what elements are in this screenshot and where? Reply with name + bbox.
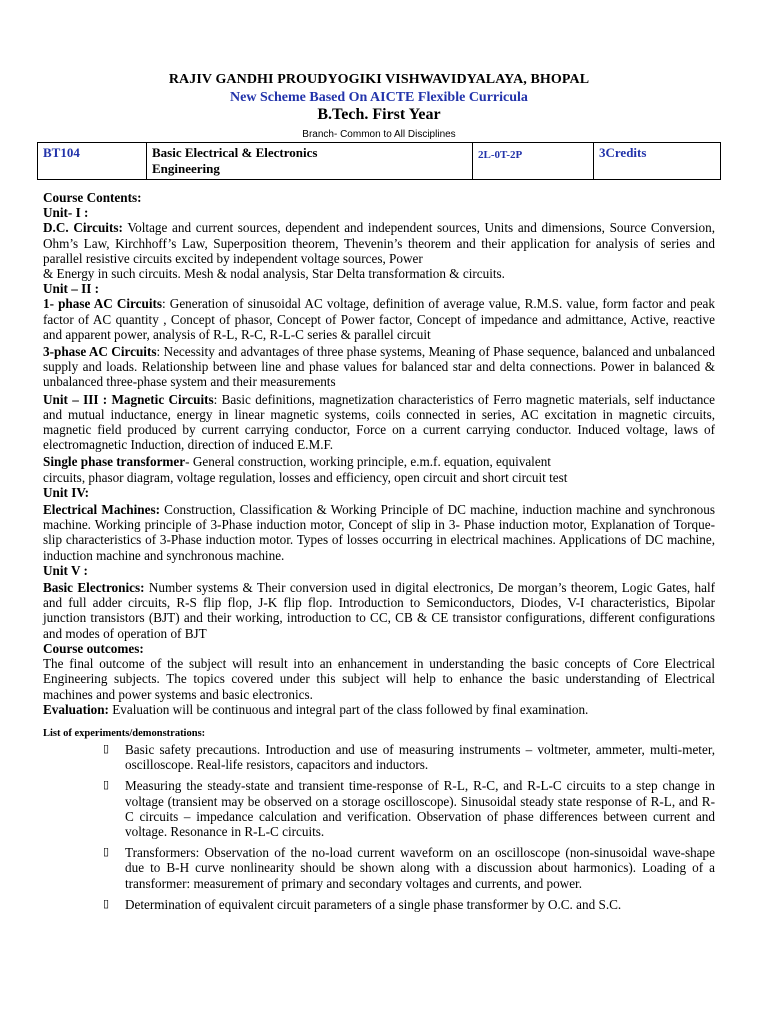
unit3-text: : Basic definitions, magnetization characteristics of Ferro magnetic materials, self inductance and mutual inductance, energy in linear magnetic systems, coils connected in series, AC excitation in magnetic circuits, magnetic field produced by current carrying conductor, Force on a current carrying conductor. Induced voltage, laws of electromagnetic Induction, direction of induced E.M.F.: [43, 391, 716, 453]
dc-circuits-label: D.C. Circuits:: [43, 220, 123, 236]
unit5-title: Unit V :: [43, 562, 88, 578]
scheme-title: New Scheme Based On AICTE Flexible Curricula: [230, 90, 528, 105]
evaluation-text: Evaluation will be continuous and integral part of the class followed by final examination.: [108, 701, 589, 717]
document-page: [43, 70, 715, 918]
unit1-dc-paragraph-2: & Energy in such circuits. Mesh & nodal analysis, Star Delta transformation & circuits.: [43, 266, 505, 282]
course-contents: [43, 190, 715, 717]
evaluation-label: Evaluation:: [43, 701, 109, 717]
experiments-title: List of experiments/demonstrations:: [43, 727, 206, 739]
transformer-text: - General construction, working principle, e.m.f. equation, equivalent: [185, 454, 551, 470]
course-info-table: [37, 142, 721, 180]
course-name-line2: Engineering: [152, 161, 220, 176]
list-item: ▯ Measuring the steady-state and transient time-response of R-L, R-C, and R-L-C circuits to a step change in voltage (transient may be observed on a storage oscilloscope). Sinusoidal steady state response of R-L, and R-C circuits – impedance calculation and verification. Observation of phase differences between current and voltage. Resonance in R-L-C circuits.: [103, 778, 715, 839]
unit3-paragraph: [43, 392, 715, 453]
course-name-line1: Basic Electrical & Electronics: [152, 145, 318, 160]
course-name: [147, 143, 473, 180]
unit4-paragraph: [43, 502, 715, 563]
basic-electronics-text: Number systems & Their conversion used in digital electronics, De morgan’s theorem, Logic Gates, half and full adder circuits, R-S flip flop, J-K flip flop. Introduction to Semiconductors, Diodes, V-I characteristics, Bipolar junction transistors (BJT) and their working, introduction to CC, CB & CE transistor configurations, different configurations and modes of operation of BJT: [43, 580, 715, 641]
ac3-label: 3-phase AC Circuits: [43, 344, 157, 360]
unit1-dc-paragraph: [43, 220, 715, 266]
unit4-title: Unit IV:: [43, 484, 90, 500]
unit2-ac3-paragraph: [43, 344, 715, 390]
unit1-title: Unit- I :: [43, 205, 89, 221]
list-item: ▯ Basic safety precautions. Introduction and use of measuring instruments – voltmeter, ammeter, multi-meter, oscilloscope. Real-life resistors, capacitors and inductors.: [103, 741, 715, 773]
course-code: BT104: [38, 143, 147, 180]
dc-circuits-text: Voltage and current sources, dependent and independent sources, Units and dimensions, Source Conversion, Ohm’s Law, Kirchhoff’s Law, Superposition theorem, Thevenin’s theorem and their application for analysis of series and parallel resistive circuits excited by independent voltage sources, Power: [43, 220, 715, 266]
ac1-label: 1- phase AC Circuits: [43, 296, 163, 312]
university-name: RAJIV GANDHI PROUDYOGIKI VISHWAVIDYALAYA, BHOPAL: [168, 72, 590, 87]
unit2-title: Unit – II :: [43, 281, 100, 297]
electrical-machines-text: Construction, Classification & Working Principle of DC machine, induction machine and synchronous machine. Working principle of 3-Phase induction motor, Concept of slip in 3- Phase induction motor, Explanation of Torque-slip characteristics of 3-Phase induction motor. Types of losses occurring in electrical machines. Applications of DC machine, induction machine and synchronous machine.: [43, 502, 716, 563]
outcomes-paragraph: The final outcome of the subject will result into an enhancement in understanding the basic concepts of Core Electrical Engineering subjects. The topics covered under this subject will help to enhance the basic understanding of Electrical machines and power systems and basic electronics.: [43, 656, 715, 702]
list-item: ▯ Determination of equivalent circuit parameters of a single phase transformer by O.C. and S.C.: [103, 896, 622, 912]
year-title: B.Tech. First Year: [317, 106, 441, 123]
unit2-ac1-paragraph: [43, 296, 715, 342]
transformer-paragraph: [43, 454, 715, 469]
contents-heading: Course Contents:: [43, 190, 142, 205]
bullet-icon: ▯: [103, 897, 110, 910]
bullet-icon: ▯: [103, 846, 110, 859]
bullet-icon: ▯: [103, 779, 110, 792]
course-ltp: 2L-0T-2P: [473, 143, 594, 180]
course-credits: 3Credits: [594, 143, 721, 180]
outcomes-title: Course outcomes:: [43, 640, 144, 656]
bullet-icon: ▯: [103, 742, 110, 755]
unit5-paragraph: [43, 580, 715, 641]
experiments-list: [43, 742, 715, 912]
unit3-label: Unit – III : Magnetic Circuits: [43, 391, 214, 407]
transformer-label: Single phase transformer: [43, 454, 186, 470]
document-header: [43, 72, 715, 140]
transformer-paragraph-2: circuits, phasor diagram, voltage regulation, losses and efficiency, open circuit and short circuit test: [43, 469, 568, 485]
evaluation-paragraph: [43, 702, 715, 717]
ac1-text: : Generation of sinusoidal AC voltage, definition of average value, R.M.S. value, form factor and peak factor of AC quantity , Concept of phasor, Concept of Power factor, Concept of impedance and admittance, Active, reactive and apparent power, analysis of R-L, R-C, R-L-C series & parallel circuit: [43, 296, 715, 342]
basic-electronics-label: Basic Electronics:: [43, 580, 145, 596]
ac3-text: : Necessity and advantages of three phase systems, Meaning of Phase sequence, balanced and unbalanced supply and loads. Relationship between line and phase values for balanced star and delta connections. Power in balanced & unbalanced three-phase system and their measurements: [43, 344, 716, 390]
electrical-machines-label: Electrical Machines:: [43, 502, 160, 518]
branch-label: Branch- Common to All Disciplines: [302, 129, 456, 140]
list-item: ▯ Transformers: Observation of the no-load current waveform on an oscilloscope (non-sinusoidal wave-shape due to B-H curve nonlinearity should be shown along with a discussion about harmonics). Loading of a transformer: measurement of primary and secondary voltages and currents, and power.: [103, 845, 715, 891]
